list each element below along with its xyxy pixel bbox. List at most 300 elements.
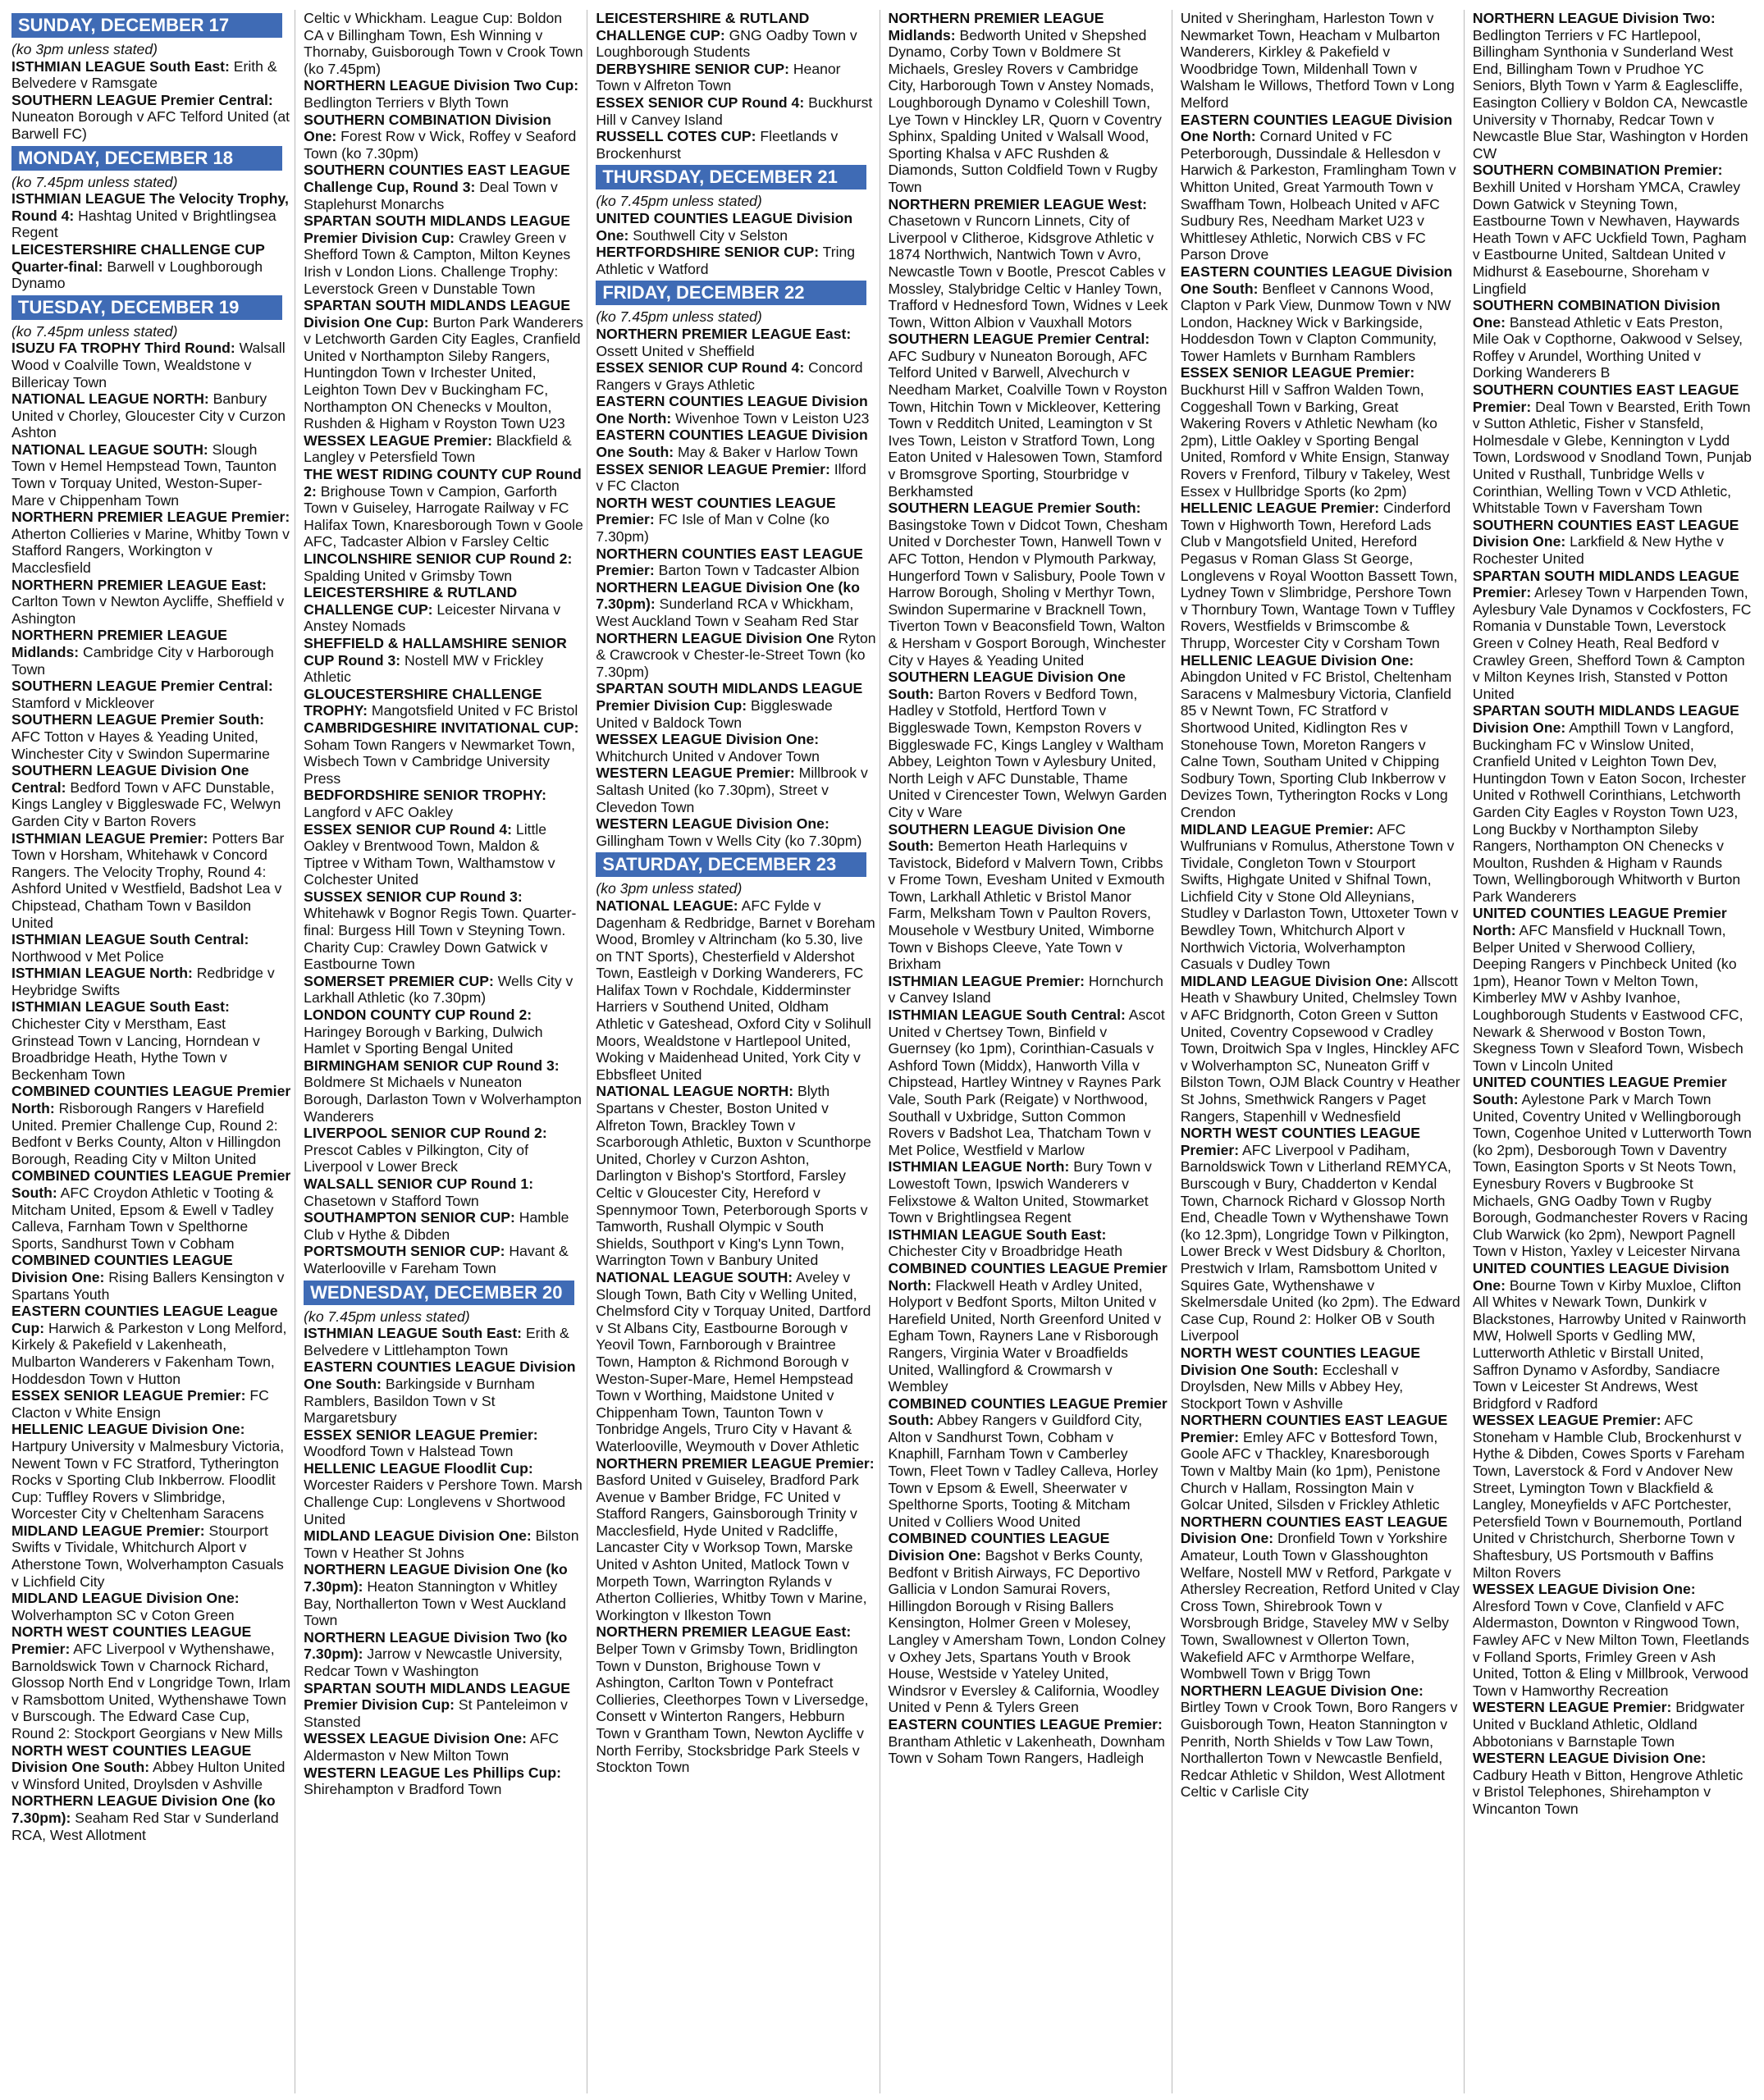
fixture-entry xyxy=(889,669,1168,820)
competition-name: ESSEX SENIOR LEAGUE Premier: xyxy=(304,1426,538,1443)
fixture-entry xyxy=(11,965,291,998)
fixture-list: Hamble Club v Hythe & Dibden xyxy=(304,1209,569,1243)
fixture-list: Chichester City v Merstham, East Grinstead Town v Lancing, Horndean v Broadbridge Heath, Hythe Town v Beckenham Town xyxy=(11,1016,260,1083)
competition-name: SOUTHERN COUNTIES EAST LEAGUE Challenge Cup, Round 3: xyxy=(304,162,570,195)
fixture-entry xyxy=(11,1792,291,1843)
competition-name: NORTHERN COUNTIES EAST LEAGUE Premier: xyxy=(596,545,863,579)
fixture-entry xyxy=(304,1243,583,1276)
fixture-list: Bexhill United v Horsham YMCA, Crawley Down Gatwick v Steyning Town, Eastbourne Town v Newhaven, Haywards Heath Town v AFC Uckfield Town, Pagham v Eastbourne United, Saltdean United v Midhurst & Easebourne, Shoreham v Lingfield xyxy=(1472,178,1747,297)
competition-name: NORTHERN LEAGUE Division One (ko 7.30pm): xyxy=(596,578,860,613)
fixture-list: AFC Croydon Athletic v Tooting & Mitcham United, Epsom & Ewell v Tadley Calleva, Farnham Town v Spelthorne Sports, Sandhurst Town v Cobham xyxy=(11,1185,274,1252)
competition-name: UNITED COUNTIES LEAGUE Division One: xyxy=(1472,1259,1730,1294)
fixture-list: Aveley v Slough Town, Bath City v Welling United, Chelmsford City v Torquay United, Dartford v St Albans City, Eastbourne Borough v Yeovil Town, Farnborough v Braintree Town, Hampton & Richmond Borough v Weston-Super-Mare, Hemel Hempstead Town v Worthing, Maidstone United v Chippenham Town, Taunton Town v Tonbridge Angels, Truro City v Havant & Waterlooville, Weymouth v Dover Athletic xyxy=(596,1268,871,1454)
fixture-entry xyxy=(1181,1513,1460,1682)
fixture-list: Ossett United v Sheffield xyxy=(596,342,755,359)
competition-name: COMBINED COUNTIES LEAGUE Premier South: xyxy=(11,1167,291,1201)
day-header: TUESDAY, DECEMBER 19 xyxy=(11,295,282,320)
competition-name: NORTH WEST COUNTIES LEAGUE Division One South: xyxy=(1180,1344,1420,1378)
fixture-list: Barton Town v Tadcaster Albion xyxy=(654,562,860,579)
fixture-entry xyxy=(11,762,291,829)
fixture-entry xyxy=(889,500,1168,669)
fixture-list: Bedford Town v AFC Dunstable, Kings Langley v Biggleswade FC, Welwyn Garden City v Barton Rovers xyxy=(11,778,281,829)
competition-name: SHEFFIELD & HALLAMSHIRE SENIOR CUP Round 3: xyxy=(304,634,567,669)
fixture-entry xyxy=(304,1057,583,1125)
fixture-list: Leicester Nirvana v Anstey Nomads xyxy=(304,600,561,635)
column-4 xyxy=(885,10,1172,2093)
fixture-entry xyxy=(596,244,875,277)
fixture-entry xyxy=(889,196,1168,331)
competition-name: ISTHMIAN LEAGUE Premier: xyxy=(11,829,208,847)
fixture-entry xyxy=(304,1764,583,1798)
fixture-list: Abbey Hulton United v Winsford United, Droylsden v Ashville xyxy=(11,1759,286,1792)
competition-name: NORTH WEST COUNTIES LEAGUE Premier: xyxy=(596,494,836,528)
fixture-list: Nuneaton Borough v AFC Telford United (at Barwell FC) xyxy=(11,108,290,142)
fixture-list: Rising Ballers Kensington v Spartans Youth xyxy=(11,1268,285,1303)
fixture-entry xyxy=(304,1209,583,1243)
fixture-entry xyxy=(596,546,875,579)
competition-name: NORTHERN PREMIER LEAGUE Premier: xyxy=(596,1454,875,1472)
competition-name: NORTH WEST COUNTIES LEAGUE Premier: xyxy=(11,1623,252,1658)
fixture-entry xyxy=(596,94,875,128)
competition-name: ISTHMIAN LEAGUE Premier: xyxy=(888,972,1085,989)
competition-name: SOUTHERN LEAGUE Premier Central: xyxy=(888,331,1150,348)
competition-name: SPARTAN SOUTH MIDLANDS LEAGUE Premier Division Cup: xyxy=(596,680,863,714)
fixture-list: Prescot Cables v Pilkington, City of Liverpool v Lower Breck xyxy=(304,1141,528,1176)
competition-name: WESSEX LEAGUE Division One: xyxy=(304,1730,527,1747)
fixture-list: Erith & Belvedere v Littlehampton Town xyxy=(304,1325,569,1358)
day-header: THURSDAY, DECEMBER 21 xyxy=(596,165,866,189)
competition-name: EASTERN COUNTIES LEAGUE Division One North: xyxy=(1180,111,1453,145)
fixture-entry xyxy=(11,1590,291,1623)
competition-name: SOUTHERN COMBINATION Division One: xyxy=(1472,297,1721,331)
fixture-list: St Panteleimon v Stansted xyxy=(304,1696,568,1730)
fixture-entry xyxy=(596,815,875,849)
fixture-entry xyxy=(304,821,583,888)
fixture-list: Little Oakley v Brentwood Town, Maldon & Tiptree v Witham Town, Walthamstow v Colchester United xyxy=(304,820,555,888)
competition-name: LIVERPOOL SENIOR CUP Round 2: xyxy=(304,1125,547,1142)
fixture-entry xyxy=(11,1303,291,1387)
competition-name: WESSEX LEAGUE Division One: xyxy=(1472,1581,1696,1598)
fixture-list: United v Sheringham, Harleston Town v Newmarket Town, Heacham v Mulbarton Wanderers, Kirkley & Pakefield v Woodbridge Town, Mildenhall Town v Walsham le Willows, Thetford Town v Long Melford xyxy=(1180,10,1455,111)
fixture-list: Cambridge City v Harborough Town xyxy=(11,644,274,678)
competition-name: ISTHMIAN LEAGUE South East: xyxy=(888,1226,1107,1243)
fixture-list: Soham Town Rangers v Newmarket Town, Wisbech Town v Cambridge University Press xyxy=(304,736,576,787)
competition-name: WESTERN LEAGUE Division One: xyxy=(596,815,829,833)
fixture-entry xyxy=(1473,1750,1753,1817)
fixture-entry xyxy=(596,731,875,765)
fixture-list: Carlton Town v Newton Aycliffe, Sheffield v Ashington xyxy=(11,593,285,627)
competition-name: SOUTHERN LEAGUE Premier South: xyxy=(888,500,1141,517)
fixture-entry xyxy=(304,77,583,111)
fixture-entry xyxy=(1473,517,1753,568)
competition-name: ESSEX SENIOR LEAGUE Premier: xyxy=(11,1387,246,1404)
competition-name: LINCOLNSHIRE SENIOR CUP Round 2: xyxy=(304,550,573,567)
fixture-entry xyxy=(304,432,583,466)
competition-name: ESSEX SENIOR CUP Round 4: xyxy=(596,359,805,377)
competition-name: EASTERN COUNTIES LEAGUE Division One South: xyxy=(304,1358,576,1392)
competition-name: ISTHMIAN LEAGUE The Velocity Trophy, Round 4: xyxy=(11,190,289,224)
fixture-list: Cornard United v FC Peterborough, Dussindale & Hellesdon v Harwich & Parkeston, Framlingham Town v Whitton United, Great Yarmouth Town v Swaffham Town, Holbeach United v AFC Sudbury Res, Needham Market U23 v Whittlesey Athletic, Norwich CBS v FC Parson Drove xyxy=(1180,128,1456,263)
fixture-entry xyxy=(11,241,291,292)
competition-name: COMBINED COUNTIES LEAGUE Division One: xyxy=(11,1252,233,1285)
fixture-list: Hashtag United v Brightlingsea Regent xyxy=(11,207,276,241)
fixture-list: Blyth Spartans v Chester, Boston United v Alfreton Town, Brackley Town v Scarborough Athletic, Buxton v Scunthorpe United, Chorley v Curzon Ashton, Darlington v Bishop's Stortford, Farsley Celtic v Gloucester City, Hereford v Spennymoor Town, Peterborough Sports v Tamworth, Rushall Olympic v South Shields, Southport v King's Lynn Town, Warrington Town v Banbury United xyxy=(596,1083,871,1269)
competition-name: MIDLAND LEAGUE Division One: xyxy=(304,1527,532,1545)
fixture-entry xyxy=(304,1427,583,1460)
fixture-entry xyxy=(304,686,583,719)
fixture-entry xyxy=(889,1007,1168,1158)
fixture-list: Erith & Belvedere v Ramsgate xyxy=(11,57,277,92)
fixture-entry xyxy=(596,210,875,244)
fixture-entry xyxy=(1473,1074,1753,1260)
fixture-list: Brantham Athletic v Lakenheath, Downham Town v Soham Town Rangers, Hadleigh xyxy=(888,1732,1165,1767)
fixture-entry xyxy=(304,1007,583,1057)
fixture-list: Chichester City v Broadbridge Heath xyxy=(888,1243,1123,1260)
fixture-entry xyxy=(11,1742,291,1793)
competition-name: SOUTHERN LEAGUE Division One Central: xyxy=(11,762,249,796)
fixture-entry xyxy=(889,1158,1168,1226)
competition-name: SOUTHERN COUNTIES EAST LEAGUE Division One: xyxy=(1472,516,1739,550)
fixture-entry xyxy=(11,390,291,441)
fixture-list: Emley AFC v Bottesford Town, Goole AFC v Thackley, Knaresborough Town v Maltby Main (ko 1pm), Penistone Church v Hallam, Rossington Main v Golcar United, Silsden v Frickley Athletic xyxy=(1180,1428,1441,1513)
fixture-entry xyxy=(596,61,875,94)
fixture-list: May & Baker v Harlow Town xyxy=(674,444,858,461)
fixture-entry xyxy=(1473,568,1753,703)
competition-name: WESTERN LEAGUE Premier: xyxy=(1472,1699,1672,1716)
competition-name: EASTERN COUNTIES LEAGUE Division One South: xyxy=(596,427,868,461)
fixture-entry xyxy=(596,1623,875,1775)
competition-name: HERTFORDSHIRE SENIOR CUP: xyxy=(596,244,820,261)
fixture-entry xyxy=(304,635,583,686)
competition-name: WESTERN LEAGUE Les Phillips Cup: xyxy=(304,1764,561,1781)
competition-name: NORTH WEST COUNTIES LEAGUE Premier: xyxy=(1180,1125,1420,1158)
competition-name: MIDLAND LEAGUE Division One: xyxy=(1180,972,1409,989)
fixture-list: AFC Sudbury v Nuneaton Borough, AFC Telford United v Barwell, Alvechurch v Needham Market, Coalville Town v Royston Town, Hitchin Town v Mickleover, Kettering Town v Redditch United, Leamington v St Ives Town, Leiston v Stratford Town, Long Eaton United v Halesowen Town, Stamford v Bromsgrove Sporting, Stourbridge v Berkhamsted xyxy=(888,347,1168,500)
fixture-entry xyxy=(596,1083,875,1269)
fixture-list: Bemerton Heath Harlequins v Tavistock, Bideford v Malvern Town, Cribbs v Frome Town, Evesham United v Exmouth Town, Larkhall Athletic v Bristol Manor Farm, Melksham Town v Paulton Rovers, Mousehole v Westbury United, Wimborne Town v Bishops Cleeve, Yate Town v Brixham xyxy=(888,838,1165,973)
competition-name: NATIONAL LEAGUE NORTH: xyxy=(11,390,209,408)
fixture-entry xyxy=(596,680,875,731)
fixture-entry xyxy=(304,1358,583,1426)
fixture-list: Cinderford Town v Highworth Town, Hereford Lads Club v Mangotsfield United, Hereford Pegasus v Roman Glass St George, Longlevens v Royal Wootton Bassett Town, Lydney Town v Slimbridge, Pershore Town v Thornbury Town, Wantage Town v Tuffley Rovers, Westfields v Brimscombe & Thrupp, Worcester City v Corsham Town xyxy=(1180,500,1458,651)
fixture-entry xyxy=(304,1680,583,1731)
competition-name: ISTHMIAN LEAGUE North: xyxy=(888,1158,1070,1176)
fixture-list: Crawley Green v Shefford Town & Campton, Milton Keynes Irish v London Lions. Challenge Trophy: Leverstock Green v Dunstable Town xyxy=(304,229,571,297)
fixture-list: Bourne Town v Kirby Muxloe, Clifton All Whites v Newark Town, Dunkirk v Blackstones, Harrowby United v Rainworth MW, Holwell Sports v Gedling MW, Lutterworth Athletic v Birstall United, Saffron Dynamo v Asfordby, Sandiacre Town v Leicester St Andrews, West Bridgford v Radford xyxy=(1472,1276,1747,1412)
fixture-list: Biggleswade United v Baldock Town xyxy=(596,696,833,731)
competition-name: COMBINED COUNTIES LEAGUE Division One: xyxy=(888,1530,1110,1564)
competition-name: NORTHERN COUNTIES EAST LEAGUE Premier: xyxy=(1180,1412,1448,1445)
competition-name: SOUTHERN LEAGUE Division One South: xyxy=(888,820,1126,855)
fixture-list: Cadbury Heath v Bitton, Hengrove Athletic v Bristol Telephones, Shirehampton v Wincanton Town xyxy=(1472,1766,1743,1817)
competition-name: HELLENIC LEAGUE Division One: xyxy=(11,1421,245,1438)
competition-name: NORTHERN LEAGUE Division Two Cup: xyxy=(304,77,579,94)
fixture-entry xyxy=(11,1083,291,1167)
fixture-list: Concord Rangers v Grays Athletic xyxy=(596,359,863,393)
fixture-list: Atherton Collieries v Marine, Whitby Town v Stafford Rangers, Workington v Macclesfield xyxy=(11,525,290,577)
fixture-list: Bedlington Terriers v FC Hartlepool, Billingham Synthonia v Sunderland West End, Billingham Town v Prudhoe YC Seniors, Blyth Town v Yarm & Eaglescliffe, Easington Colliery v Boldon CA, Newcastle University v Thornaby, Redcar Town v Newcastle Blue Star, Washington v Horden CW xyxy=(1472,26,1748,162)
fixture-entry xyxy=(304,1629,583,1680)
competition-name: COMBINED COUNTIES LEAGUE Premier North: xyxy=(11,1083,291,1117)
fixture-entry xyxy=(596,128,875,162)
competition-name: ISUZU FA TROPHY Third Round: xyxy=(11,340,235,357)
fixture-entry xyxy=(304,162,583,212)
competition-name: SOUTHERN LEAGUE Premier Central: xyxy=(11,91,273,108)
competition-name: NORTHERN LEAGUE Division Two (ko 7.30pm): xyxy=(304,1628,568,1663)
fixture-list: Ampthill Town v Langford, Buckingham FC v Winslow United, Cranfield United v Leighton Town Dev, Huntingdon Town v Eaton Socon, Irchester United v Rothwell Corinthians, Letchworth Garden City Eagles v Royston Town U23, Long Buckby v Northampton Sileby Rangers, Northampton ON Chenecks v Moulton, Rushden & Higham v Raunds Town, Wellingborough Whitworth v Burton Park Wanderers xyxy=(1472,719,1747,905)
fixture-entry xyxy=(1473,1260,1753,1412)
fixture-entry xyxy=(11,998,291,1083)
fixture-entry xyxy=(596,897,875,1084)
fixture-entry xyxy=(596,1455,875,1624)
fixture-entry xyxy=(1181,364,1460,500)
fixture-entry xyxy=(11,931,291,965)
competition-name: NATIONAL LEAGUE: xyxy=(596,897,738,914)
competition-name: DERBYSHIRE SENIOR CUP: xyxy=(596,60,789,77)
day-header: SUNDAY, DECEMBER 17 xyxy=(11,13,282,38)
fixture-list: Eccleshall v Droylsden, New Mills v Abbey Hey, Stockport Town v Ashville xyxy=(1180,1361,1404,1412)
fixture-list: Stourport Swifts v Tividale, Whitchurch Alport v Atherstone Town, Wolverhampton Casuals v Lichfield City xyxy=(11,1522,284,1590)
fixture-list: Bedworth United v Shepshed Dynamo, Corby Town v Boldmere St Michaels, Gresley Rovers v Cambridge City, Harborough Town v Anstey Nomads, Loughborough Dynamo v Coleshill Town, Lye Town v Hinckley LR, Quorn v Coventry Sphinx, Spalding United v Walsall Wood, Sporting Khalsa v AFC Rushden & Diamonds, Sutton Coldfield Town v Rugby Town xyxy=(888,26,1162,195)
fixture-entry xyxy=(1181,263,1460,365)
competition-name: CAMBRIDGESHIRE INVITATIONAL CUP: xyxy=(304,719,579,736)
fixture-entry xyxy=(1181,652,1460,821)
fixture-entry xyxy=(889,1530,1168,1716)
fixture-entry xyxy=(304,10,583,77)
kickoff-note: (ko 7.45pm unless stated) xyxy=(304,1308,470,1325)
competition-name: SUSSEX SENIOR CUP Round 3: xyxy=(304,888,523,905)
fixture-list: Harwich & Parkeston v Long Melford, Kirkely & Pakefield v Lakenheath, Mulbarton Wanderers v Fakenham Town, Hoddesdon Town v Hutton xyxy=(11,1319,287,1387)
competition-name: NORTHERN COUNTIES EAST LEAGUE Division One: xyxy=(1180,1513,1448,1547)
fixture-list: Bagshot v Berks County, Bedfont v British Airways, FC Deportivo Gallicia v London Samurai Rovers, Hillingdon Borough v Rising Ballers Kensington, Holmer Green v Molesey, Langley v Amersham Town, London Colney v Oxhey Jets, Spartans Youth v Brook House, Westside v Yateley United, Windsror v Eversley & California, Woodley United v Penn & Tylers Green xyxy=(888,1547,1166,1716)
fixture-entry xyxy=(304,212,583,297)
fixture-list: Potters Bar Town v Horsham, Whitehawk v Concord Rangers. The Velocity Trophy, Round 4: Ashford United v Westfield, Badshot Lea v Chipstead, Chatham Town v Basildon United xyxy=(11,829,285,931)
fixture-list: Wivenhoe Town v Leiston U23 xyxy=(671,409,870,427)
competition-name: SOUTHERN COMBINATION Premier: xyxy=(1472,162,1723,179)
competition-name: LONDON COUNTY CUP Round 2: xyxy=(304,1007,532,1024)
fixture-list: AFC Aldermaston v New Milton Town xyxy=(304,1730,560,1764)
competition-name: ISTHMIAN LEAGUE South East: xyxy=(11,998,230,1016)
fixture-list: Birtley Town v Crook Town, Boro Rangers v Guisborough Town, Heaton Stannington v Penrith, North Shields v Tow Law Town, Northallerton Town v Newcastle Benfield, Redcar Athletic v Shildon, West Allotment Celtic v Carlisle City xyxy=(1180,1699,1458,1801)
fixture-list: Alresford Town v Cove, Clanfield v AFC Aldermaston, Downton v Ringwood Town, Fawley AFC v New Milton Town, Fleetlands v Folland Sports, Frimley Green v Ash United, Totton & Eling v Millbrook, Verwood Town v Hamworthy Recreation xyxy=(1472,1597,1749,1699)
competition-name: ISTHMIAN LEAGUE North: xyxy=(11,965,193,982)
fixture-list: Sunderland RCA v Whickham, West Auckland Town v Seaham Red Star xyxy=(596,596,859,629)
competition-name: BEDFORDSHIRE SENIOR TROPHY: xyxy=(304,787,547,804)
competition-name: NATIONAL LEAGUE NORTH: xyxy=(596,1083,794,1100)
fixture-entry xyxy=(1181,1682,1460,1801)
day-header: MONDAY, DECEMBER 18 xyxy=(11,146,282,171)
fixture-entry xyxy=(11,1167,291,1252)
competition-name: ESSEX SENIOR CUP Round 4: xyxy=(596,94,805,111)
fixture-entry xyxy=(596,495,875,546)
fixture-entry xyxy=(11,441,291,509)
competition-name: RUSSELL COTES CUP: xyxy=(596,128,756,145)
fixture-list: Deal Town v Staplehurst Monarchs xyxy=(304,178,558,212)
competition-name: EASTERN COUNTIES LEAGUE Division One South: xyxy=(1180,262,1453,297)
competition-name: NATIONAL LEAGUE SOUTH: xyxy=(11,441,208,458)
fixture-list: Havant & Waterlooville v Fareham Town xyxy=(304,1243,569,1276)
fixture-list: Seaham Red Star v Sunderland RCA, West Allotment xyxy=(11,1809,279,1843)
fixture-entry xyxy=(1473,905,1753,1074)
fixture-list: Benfleet v Cannons Wood, Clapton v Park View, Dunmow Town v NW London, Hackney Wick v Barkingside, Hoddesdon Town v Clapton Community, Tower Hamlets v Burnham Ramblers xyxy=(1180,280,1451,364)
fixture-list: Basford United v Guiseley, Bradford Park Avenue v Bamber Bridge, FC United v Stafford Rangers, Gainsborough Trinity v Macclesfield, Hyde United v Radcliffe, Lancaster City v Worksop Town, Marske United v Ashton United, Matlock Town v Morpeth Town, Warrington Rylands v Atherton Collieries, Whitby Town v Marine, Workington v Ilkeston Town xyxy=(596,1472,867,1623)
fixture-entry xyxy=(1181,1412,1460,1513)
fixture-list: Nostell MW v Frickley Athletic xyxy=(304,651,544,686)
fixture-entry xyxy=(304,1460,583,1527)
fixture-list: Bury Town v Lowestoft Town, Ipswich Wanderers v Felixstowe & Walton United, Stowmarket Town v Brightlingsea Regent xyxy=(888,1158,1152,1226)
fixture-list: Ascot United v Chertsey Town, Binfield v Guernsey (ko 1pm), Corinthian-Casuals v Ashford Town (Middx), Hanworth Villa v Chipstead, Hartley Wintney v Raynes Park Vale, South Park (Reigate) v Northwood, Southall v Uxbridge, Sutton Common Rovers v Badshot Lea, Thatcham Town v Met Police, Westfield v Marlow xyxy=(888,1007,1165,1158)
competition-name: MIDLAND LEAGUE Division One: xyxy=(11,1590,240,1607)
fixture-list: Risborough Rangers v Harefield United. Premier Challenge Cup, Round 2: Bedfont v Berks County, Alton v Hillingdon Borough, Reading City v Milton United xyxy=(11,1100,281,1167)
fixture-entry xyxy=(304,112,583,162)
fixture-list: Tring Athletic v Watford xyxy=(596,244,856,277)
competition-name: WESSEX LEAGUE Premier: xyxy=(1472,1412,1661,1429)
kickoff-note: (ko 7.45pm unless stated) xyxy=(11,173,178,190)
column-5 xyxy=(1177,10,1465,2093)
competition-name: WESSEX LEAGUE Division One: xyxy=(596,731,820,748)
competition-name: HELLENIC LEAGUE Floodlit Cup: xyxy=(304,1459,533,1477)
kickoff-note: (ko 3pm unless stated) xyxy=(11,41,158,57)
fixture-entry xyxy=(889,10,1168,196)
fixture-list: Barkingside v Burnham Ramblers, Basildon Town v St Margaretsbury xyxy=(304,1375,535,1427)
fixture-list: Allscott Heath v Shawbury United, Chelmsley Town v AFC Bridgnorth, Coton Green v Sutton United, Coventry Copsewood v Cradley Town, Droitwich Spa v Ingles, Hinckley AFC v Wolverhampton SC, Nuneaton Griff v Bilston Town, OJM Black Country v Heather St Johns, Smethwick Rangers v Paget Rangers, Stapenhill v Wednesfield xyxy=(1180,972,1460,1125)
fixture-entry xyxy=(889,331,1168,500)
fixture-entry xyxy=(304,1561,583,1628)
competition-name: EASTERN COUNTIES LEAGUE League Cup: xyxy=(11,1303,278,1336)
fixture-list: Brighouse Town v Campion, Garforth Town v Guiseley, Harrogate Railway v FC Halifax Town, Knaresborough Town v Goole AFC, Tadcaster Albion v Farsley Celtic xyxy=(304,482,583,550)
fixture-list: AFC Liverpool v Wythenshawe, Barnoldswick Town v Charnock Richard, Glossop North End v Longridge Town, Irlam v Ramsbottom United, Wythenshawe Town v Burscough. The Edward Case Cup, Round 2: Stockport Georgians v New Mills xyxy=(11,1641,290,1742)
competition-name: NATIONAL LEAGUE SOUTH: xyxy=(596,1268,793,1285)
fixture-list: Redbridge v Heybridge Swifts xyxy=(11,965,275,998)
fixture-list: Abingdon United v FC Bristol, Cheltenham Saracens v Malmesbury Victoria, Clanfield 85 v Newnt Town, FC Stratford v Shortwood United, Kidlington Res v Stonehouse Town, Moreton Rangers v Calne Town, Southam United v Chipping Sodbury Town, Sporting Club Inkberrow v Devizes Town, Tytherington Rocks v Long Crendon xyxy=(1180,669,1452,820)
fixture-list: Burton Park Wanderers v Letchworth Garden City Eagles, Cranfield United v Northampton Sileby Rangers, Huntingdon Town v Irchester United, Leighton Town Dev v Buckingham FC, Northampton ON Chenecks v Moulton, Rushden & Higham v Royston Town U23 xyxy=(304,313,583,432)
competition-name: NORTHERN LEAGUE Division Two: xyxy=(1472,10,1716,26)
competition-name: MIDLAND LEAGUE Premier: xyxy=(11,1522,205,1539)
fixture-entry xyxy=(11,190,291,241)
fixture-list: Arlesey Town v Harpenden Town, Aylesbury Vale Dynamos v Cockfosters, FC Romania v Dunstable Town, Leverstock Green v Colney Heath, Real Bedford v Crawley Green, Shefford Town & Campton v Milton Keynes Irish, Stansted v Potton United xyxy=(1472,584,1752,702)
fixture-entry xyxy=(596,427,875,460)
fixture-entry xyxy=(304,1125,583,1176)
competition-name: ISTHMIAN LEAGUE South East: xyxy=(11,57,230,75)
fixture-entry xyxy=(596,461,875,495)
fixture-entry xyxy=(889,1395,1168,1531)
fixture-entry xyxy=(1473,162,1753,297)
fixture-list: Chasetown v Runcorn Linnets, City of Liverpool v Clitheroe, Kidsgrove Athletic v 1874 Northwich, Nantwich Town v Avro, Newcastle Town v Bootle, Prescot Cables v Mossley, Stalybridge Celtic v Hanley Town, Trafford v Hednesford Town, Widnes v Leek Town, Witton Albion v Vauxhall Motors xyxy=(888,212,1168,331)
fixture-list: Buckhurst Hill v Canvey Island xyxy=(596,94,873,128)
fixture-entry xyxy=(1473,702,1753,905)
fixture-list: Mangotsfield United v FC Bristol xyxy=(368,702,578,719)
fixture-entry xyxy=(1473,1412,1753,1581)
fixture-entry xyxy=(1473,1699,1753,1750)
fixture-list: Worcester Raiders v Pershore Town. Marsh Challenge Cup: Longlevens v Shortwood United xyxy=(304,1477,583,1527)
fixture-entry xyxy=(304,550,583,584)
fixture-entry xyxy=(1181,112,1460,263)
day-header: WEDNESDAY, DECEMBER 20 xyxy=(304,1281,574,1305)
competition-name: MIDLAND LEAGUE Premier: xyxy=(1180,820,1374,838)
fixture-list: Larkfield & New Hythe v Rochester United xyxy=(1472,533,1724,567)
competition-name: LEICESTERSHIRE & RUTLAND CHALLENGE CUP: xyxy=(304,584,518,618)
competition-name: SOUTHERN COUNTIES EAST LEAGUE Premier: xyxy=(1472,381,1739,415)
competition-name: NORTHERN PREMIER LEAGUE Premier: xyxy=(11,509,290,526)
fixture-entry xyxy=(11,1252,291,1303)
fixture-list: Basingstoke Town v Didcot Town, Chesham United v Dorchester Town, Hanwell Town v AFC Totton, Hendon v Plymouth Parkway, Hungerford Town v Salisbury, Poole Town v Harrow Borough, Sholing v Merthyr Town, Swindon Supermarine v Bracknell Town, Tiverton Town v Beaconsfield Town, Walton & Hersham v Gosport Borough, Winchester City v Hayes & Yeading United xyxy=(888,516,1168,669)
fixture-list: Barton Rovers v Bedford Town, Hadley v Stotfold, Hertford Town v Biggleswade Town, Kempston Rovers v Biggleswade FC, Kings Langley v Waltham Abbey, Leighton Town v Aylesbury United, North Leigh v AFC Dunstable, Thame United v Cirencester Town, Welwyn Garden City v Ware xyxy=(888,685,1168,820)
fixture-list: Ryton & Crawcrook v Chester-le-Street Town (ko 7.30pm) xyxy=(596,629,876,680)
fixture-entry xyxy=(11,1522,291,1590)
fixture-list: Slough Town v Hemel Hempstead Town, Taunton Town v Torquay United, Weston-Super-Mare v Chippenham Town xyxy=(11,441,277,509)
fixture-list: Bilston Town v Heather St Johns xyxy=(304,1527,579,1561)
fixture-list: Haringey Borough v Barking, Dulwich Hamlet v Sporting Bengal United xyxy=(304,1023,543,1057)
fixture-entry xyxy=(304,973,583,1007)
fixture-list: AFC Mansfield v Hucknall Town, Belper United v Sherwood Colliery, Deeping Rangers v Pinchbeck United (ko 1pm), Heanor Town v Melton Town, Kimberley MW v Ashby Ivanhoe, Loughborough Students v Eastwood CFC, Newark & Sherwood v Boston Town, Skegness Town v Sleaford Town, Wisbech Town v Lincoln United xyxy=(1472,922,1743,1074)
competition-name: ESSEX SENIOR CUP Round 4: xyxy=(304,820,513,838)
fixture-list: Spalding United v Grimsby Town xyxy=(304,567,513,584)
competition-name: BIRMINGHAM SENIOR CUP Round 3: xyxy=(304,1057,560,1074)
competition-name: NORTHERN PREMIER LEAGUE West: xyxy=(888,195,1147,212)
fixture-list: Celtic v Whickham. League Cup: Boldon CA v Billingham Town, Esh Winning v Thornaby, Guisborough Town v Crook Town (ko 7.45pm) xyxy=(304,10,583,77)
fixture-list: Fleetlands v Brockenhurst xyxy=(596,128,839,162)
competition-name: LEICESTERSHIRE CHALLENGE CUP Quarter-final: xyxy=(11,240,265,275)
fixture-entry xyxy=(304,1325,583,1358)
fixture-entry xyxy=(304,787,583,820)
competition-name: NORTHERN PREMIER LEAGUE East: xyxy=(596,1623,852,1641)
fixture-list: Northwood v Met Police xyxy=(11,947,164,965)
fixture-entry xyxy=(11,711,291,762)
fixture-entry xyxy=(1181,821,1460,973)
competition-name: SPARTAN SOUTH MIDLANDS LEAGUE Premier Division Cup: xyxy=(304,1679,571,1714)
fixture-entry xyxy=(889,1226,1168,1260)
kickoff-note: (ko 7.45pm unless stated) xyxy=(596,193,762,210)
competition-name: WESSEX LEAGUE Premier: xyxy=(304,431,492,449)
fixture-list: GNG Oadby Town v Loughborough Students xyxy=(596,26,857,61)
competition-name: NORTHERN LEAGUE Division One: xyxy=(1180,1682,1424,1699)
fixture-list: AFC Totton v Hayes & Yeading United, Winchester City v Swindon Supermarine xyxy=(11,728,270,762)
fixture-entry xyxy=(596,1269,875,1455)
fixture-list: Barwell v Loughborough Dynamo xyxy=(11,258,263,292)
fixture-list: Shirehampton v Bradford Town xyxy=(304,1781,502,1798)
fixture-list: Langford v AFC Oakley xyxy=(304,803,454,820)
competition-name: COMBINED COUNTIES LEAGUE Premier South: xyxy=(888,1395,1168,1429)
fixture-list: Flackwell Heath v Ardley United, Holyport v Bedfont Sports, Milton United v Harefield United, North Greenford United v Egham Town, Rayners Lane v Risborough Rangers, Virginia Water v Broadfields United, Wallingford & Crowmarsh v Wembley xyxy=(888,1276,1162,1395)
fixture-entry xyxy=(11,340,291,390)
fixture-entry xyxy=(304,466,583,550)
competition-name: ISTHMIAN LEAGUE South Central: xyxy=(888,1007,1126,1024)
fixture-entry xyxy=(596,765,875,815)
fixture-list: Heanor Town v Alfreton Town xyxy=(596,60,841,94)
fixture-entry xyxy=(596,326,875,359)
fixture-list: Whitchurch United v Andover Town xyxy=(596,747,820,765)
fixture-list: Banstead Athletic v Eats Preston, Mile Oak v Copthorne, Oakwood v Selsey, Roffey v Arundel, Worthing United v Dorking Wanderers B xyxy=(1472,313,1743,381)
competition-name: GLOUCESTERSHIRE CHALLENGE TROPHY: xyxy=(304,685,542,719)
competition-name: THE WEST RIDING COUNTY CUP Round 2: xyxy=(304,466,582,500)
fixture-list: AFC Fylde v Dagenham & Redbridge, Barnet v Boreham Wood, Bromley v Altrincham (ko 5.30, live on TNT Sports), Chesterfield v Aldershot Town, Eastleigh v Dorking Wanderers, FC Halifax Town v Rochdale, Kidderminster Harriers v Southend United, Oldham Athletic v Gateshead, Oxford City v Solihull Moors, Wealdstone v Hartlepool United, Woking v Maidenhead United, York City v Ebbsfleet United xyxy=(596,897,875,1083)
competition-name: NORTHERN PREMIER LEAGUE East: xyxy=(596,325,852,342)
fixture-entry xyxy=(596,359,875,393)
fixture-list: Millbrook v Saltash United (ko 7.30pm), Street v Clevedon Town xyxy=(596,765,868,815)
fixture-entry xyxy=(11,627,291,678)
fixture-list: AFC Stoneham v Hamble Club, Brockenhurst v Hythe & Dibden, Cowes Sports v Fareham Town, Laverstock & Ford v Andover New Street, Lymington Town v Blackfield & Langley, Moneyfields v AFC Portchester, Petersfield Town v Bournemouth, Portland United v Christchurch, Sherborne Town v Shaftesbury, US Portsmouth v Baffins Milton Rovers xyxy=(1472,1412,1745,1581)
fixture-entry xyxy=(596,630,875,681)
fixture-list: Hartpury University v Malmesbury Victoria, Newent Town v FC Stratford, Tytherington Rocks v Sporting Club Inkberrow. Floodlit Cup: Tuffley Rovers v Slimbridge, Worcester City v Cheltenham Saracens xyxy=(11,1437,285,1522)
competition-name: HELLENIC LEAGUE Division One: xyxy=(1180,651,1414,669)
kickoff-note: (ko 3pm unless stated) xyxy=(596,880,743,897)
fixture-list: Ilford v FC Clacton xyxy=(596,460,866,495)
fixture-entry xyxy=(889,1716,1168,1767)
day-header: SATURDAY, DECEMBER 23 xyxy=(596,852,866,877)
fixture-list: Southwell City v Selston xyxy=(628,226,788,244)
fixture-list: Wolverhampton SC v Coton Green xyxy=(11,1606,235,1623)
fixture-list: Forest Row v Wick, Roffey v Seaford Town (ko 7.30pm) xyxy=(304,128,577,162)
